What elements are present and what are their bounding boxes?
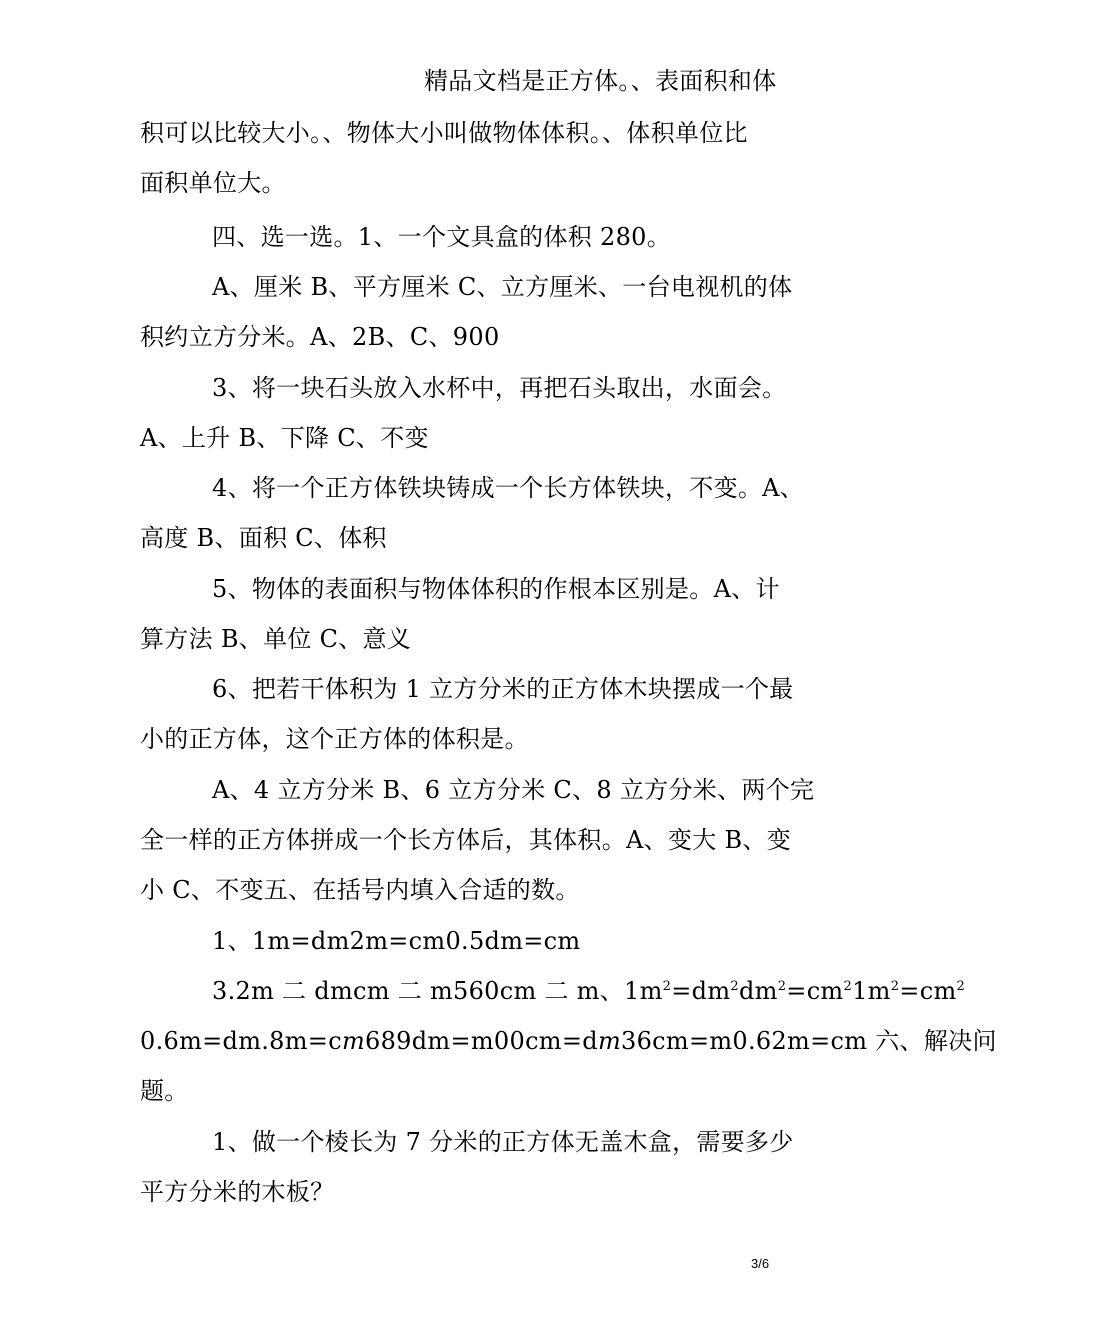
text-run: dm <box>738 977 778 1005</box>
text-line: 5、物体的表面积与物体体积的作根本区别是。A、计 <box>212 575 780 603</box>
superscript: 2 <box>777 979 787 994</box>
italic-run: m <box>341 1027 366 1055</box>
text-line: 全一样的正方体拼成一个长方体后，其体积。A、变大 B、变 <box>140 826 791 854</box>
text-line: A、上升 B、下降 C、不变 <box>140 424 429 452</box>
italic-run: m <box>597 1027 622 1055</box>
text-line: 6、把若干体积为 1 立方分米的正方体木块摆成一个最 <box>212 675 794 703</box>
text-line: 题。 <box>140 1077 189 1105</box>
text-run: 689dm=m00cm=d <box>365 1027 598 1055</box>
text-line: 积约立方分米。A、2B、C、900 <box>140 323 500 351</box>
section-heading-choose: 四、选一选。1、一个文具盒的体积 280。 <box>212 223 672 251</box>
text-line: A、厘米 B、平方厘米 C、立方厘米、一台电视机的体 <box>212 273 793 301</box>
superscript: 2 <box>956 979 966 994</box>
text-run: 3.2m 二 dmcm 二 m560cm 二 m、1m <box>212 977 663 1005</box>
text-run: =dm <box>671 977 731 1005</box>
unit-conversion-line <box>212 974 966 1008</box>
text-line: 面积单位大。 <box>140 169 286 197</box>
text-run: =cm <box>899 977 957 1005</box>
conversion-line <box>140 1024 997 1058</box>
text-line: 小的正方体，这个正方体的体积是。 <box>140 725 529 753</box>
superscript: 2 <box>890 979 900 994</box>
page-number: 3/6 <box>751 1256 770 1271</box>
text-run: 36cm=m0.62m=cm 六、解决问 <box>621 1027 997 1055</box>
text-line: 4、将一个正方体铁块铸成一个长方体铁块，不变。A、 <box>212 474 805 502</box>
superscript: 2 <box>662 979 672 994</box>
text-line: 小 C、不变五、在括号内填入合适的数。 <box>140 876 580 904</box>
text-run: 0.6m=dm.8m=c <box>140 1027 342 1055</box>
problem-line: 1、做一个棱长为 7 分米的正方体无盖木盒，需要多少 <box>212 1128 794 1156</box>
text-line: 3、将一块石头放入水杯中，再把石头取出，水面会。 <box>212 374 787 402</box>
text-line: 积可以比较大小。、物体大小叫做物体体积。、体积单位比 <box>140 119 748 147</box>
text-line: 算方法 B、单位 C、意义 <box>140 625 412 653</box>
text-run: =cm <box>786 977 844 1005</box>
text-run: 1m <box>852 977 891 1005</box>
text-line: A、4 立方分米 B、6 立方分米 C、8 立方分米、两个完 <box>212 776 815 804</box>
problem-line: 平方分米的木板？ <box>140 1178 335 1206</box>
superscript: 2 <box>730 979 739 994</box>
header-line: 精品文档是正方体。、表面积和体 <box>424 67 777 95</box>
text-line: 高度 B、面积 C、体积 <box>140 524 387 552</box>
superscript: 2 <box>843 979 853 994</box>
text-line: 1、1m=dm2m=cm0.5dm=cm <box>212 927 581 955</box>
